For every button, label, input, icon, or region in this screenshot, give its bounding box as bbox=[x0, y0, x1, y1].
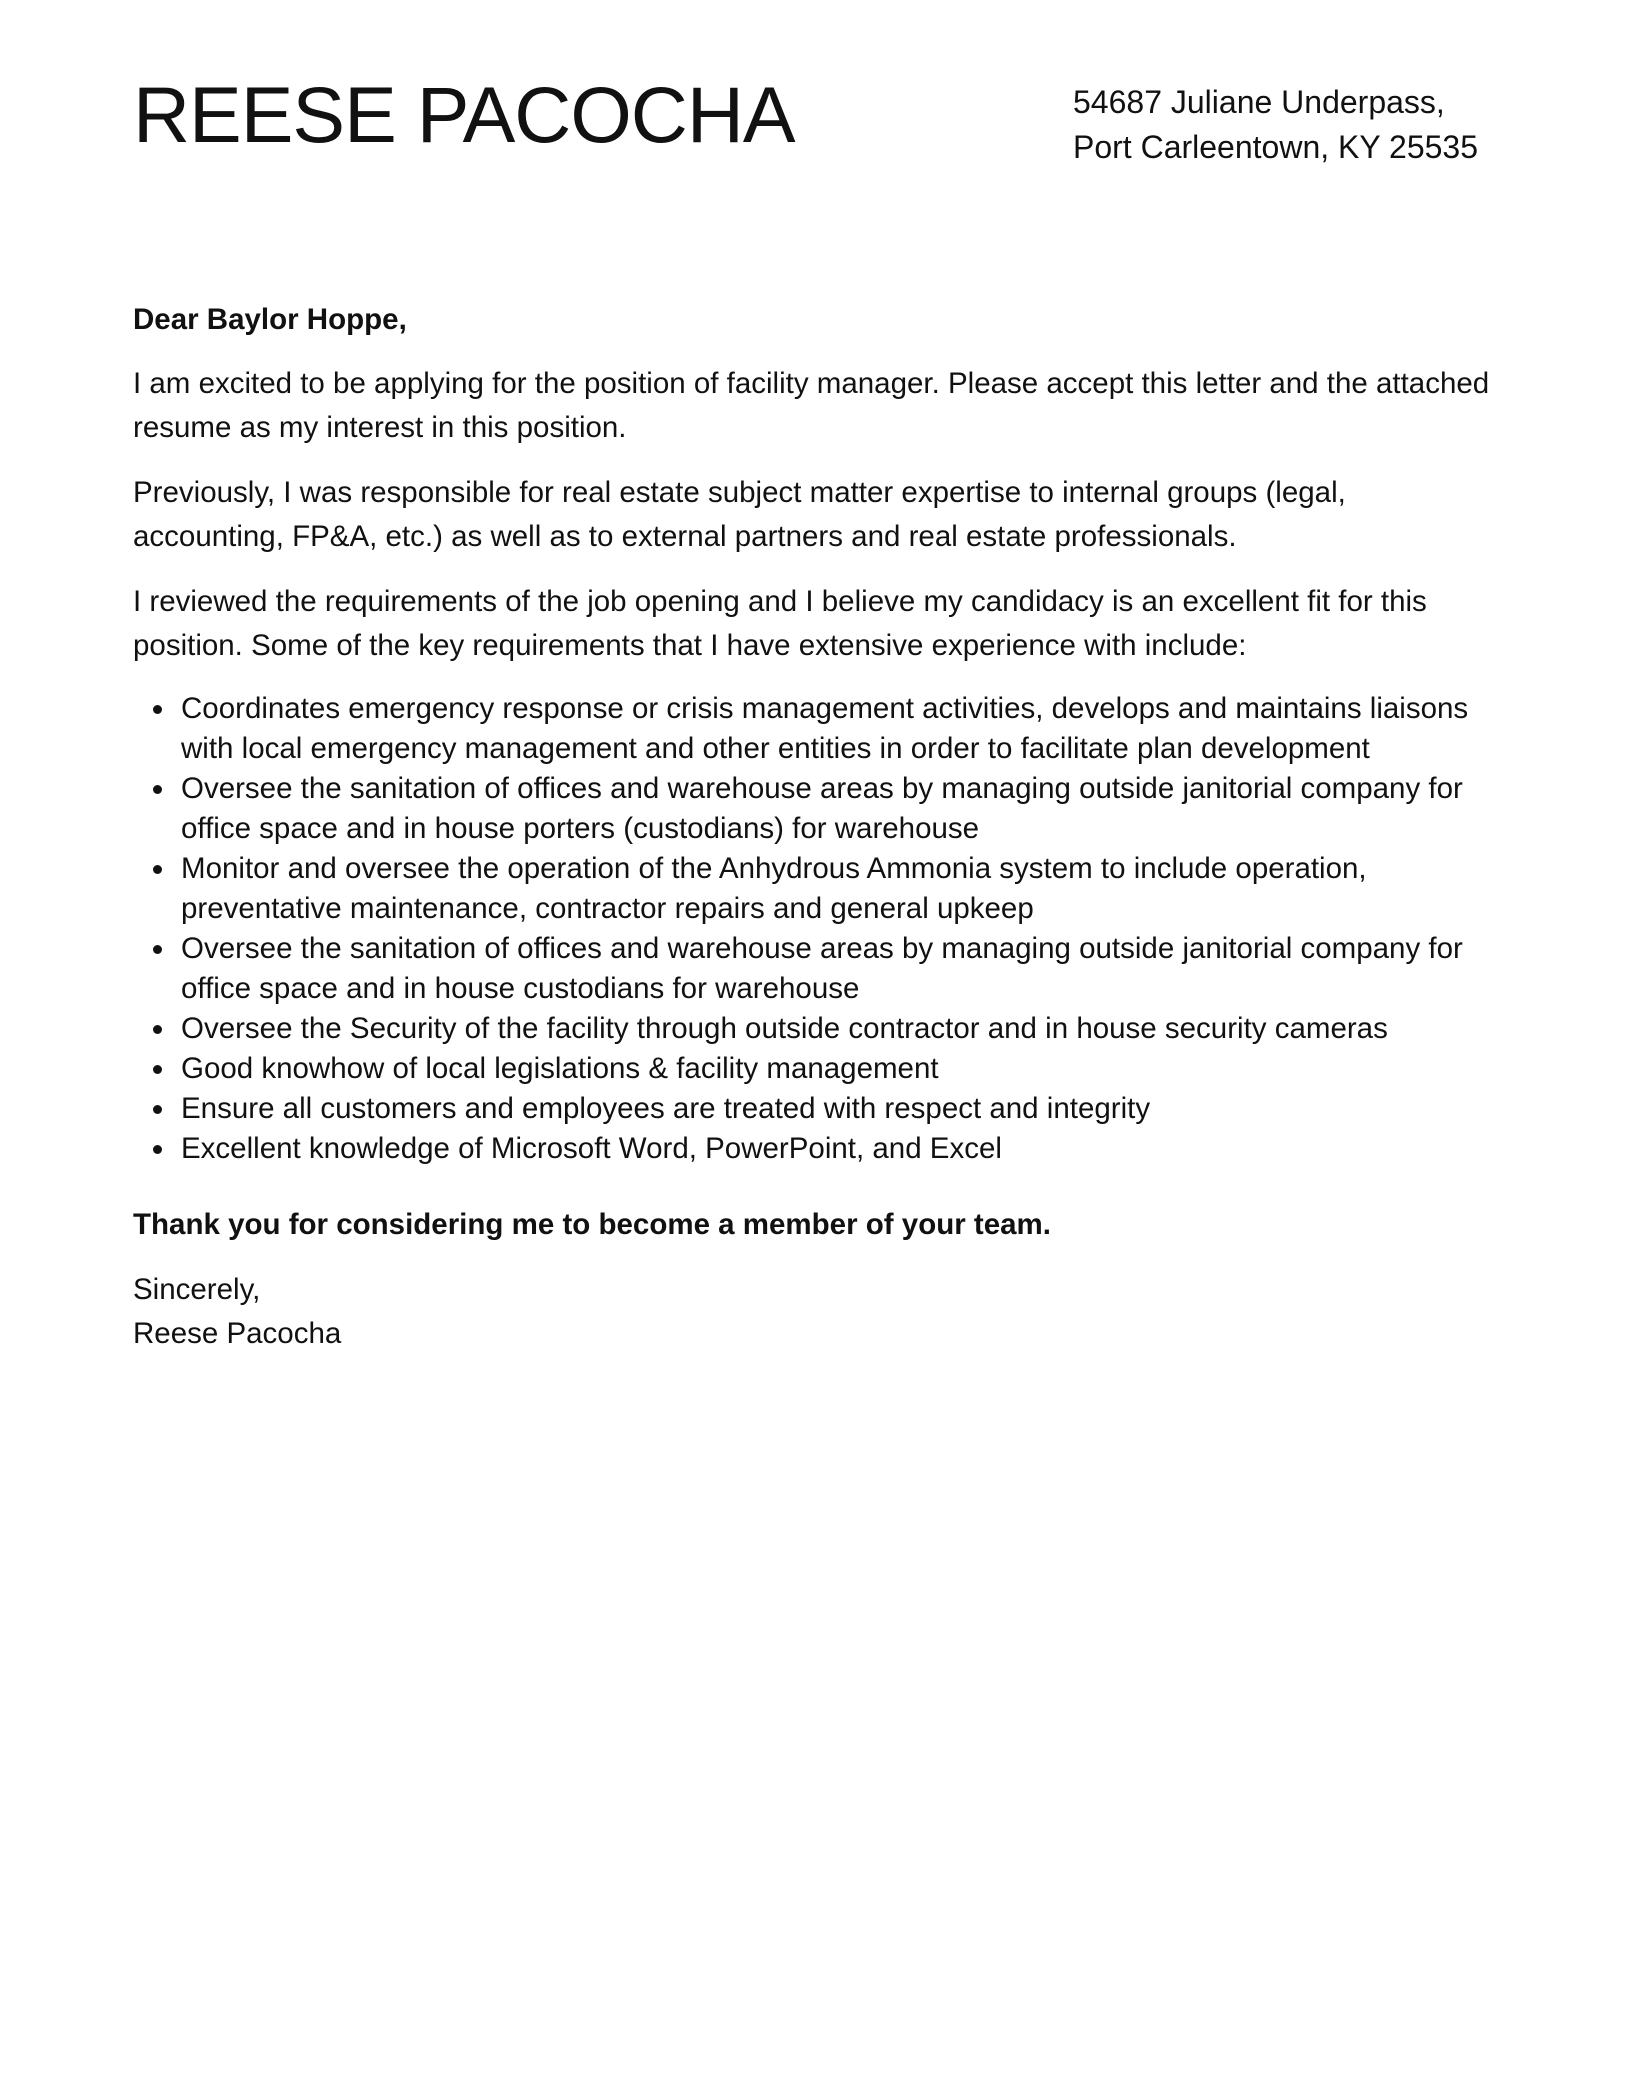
salutation: Dear Baylor Hoppe, bbox=[133, 303, 407, 336]
list-item: Coordinates emergency response or crisis management activities, develops and maintains liaisons with local emergency management and other entities in order to facilitate plan development bbox=[181, 689, 1493, 769]
letter-body bbox=[133, 298, 1493, 1356]
closing-statement: Thank you for considering me to become a member of your team. bbox=[133, 1208, 1051, 1241]
list-item: Good knowhow of local legislations & facility management bbox=[181, 1049, 1493, 1089]
experience-paragraph: Previously, I was responsible for real estate subject matter expertise to internal groups (legal, accounting, FP&A, etc.) as well as to external partners and real estate professionals. bbox=[133, 476, 1346, 553]
signature-name: Reese Pacocha bbox=[133, 1317, 342, 1350]
signoff: Sincerely, bbox=[133, 1273, 261, 1306]
list-item: Monitor and oversee the operation of the Anhydrous Ammonia system to include operation, preventative maintenance, contractor repairs and general upkeep bbox=[181, 849, 1493, 929]
applicant-name: REESE PACOCHA bbox=[133, 70, 795, 159]
list-item: Oversee the Security of the facility through outside contractor and in house security cameras bbox=[181, 1009, 1493, 1049]
requirements-list bbox=[133, 689, 1493, 1169]
list-item: Oversee the sanitation of offices and warehouse areas by managing outside janitorial company for office space and in house porters (custodians) for warehouse bbox=[181, 769, 1493, 849]
applicant-address bbox=[1073, 80, 1553, 170]
address-line-2: Port Carleentown, KY 25535 bbox=[1073, 129, 1478, 165]
list-item: Excellent knowledge of Microsoft Word, PowerPoint, and Excel bbox=[181, 1129, 1493, 1169]
intro-paragraph: I am excited to be applying for the position of facility manager. Please accept this letter and the attached resume as my interest in this position. bbox=[133, 367, 1490, 444]
list-item: Ensure all customers and employees are treated with respect and integrity bbox=[181, 1089, 1493, 1129]
list-item: Oversee the sanitation of offices and warehouse areas by managing outside janitorial company for office space and in house custodians for warehouse bbox=[181, 929, 1493, 1009]
requirements-paragraph: I reviewed the requirements of the job opening and I believe my candidacy is an excellent fit for this position. Some of the key requirements that I have extensive experience with include: bbox=[133, 585, 1427, 662]
address-line-1: 54687 Juliane Underpass, bbox=[1073, 84, 1445, 120]
signoff-block bbox=[133, 1268, 1493, 1356]
